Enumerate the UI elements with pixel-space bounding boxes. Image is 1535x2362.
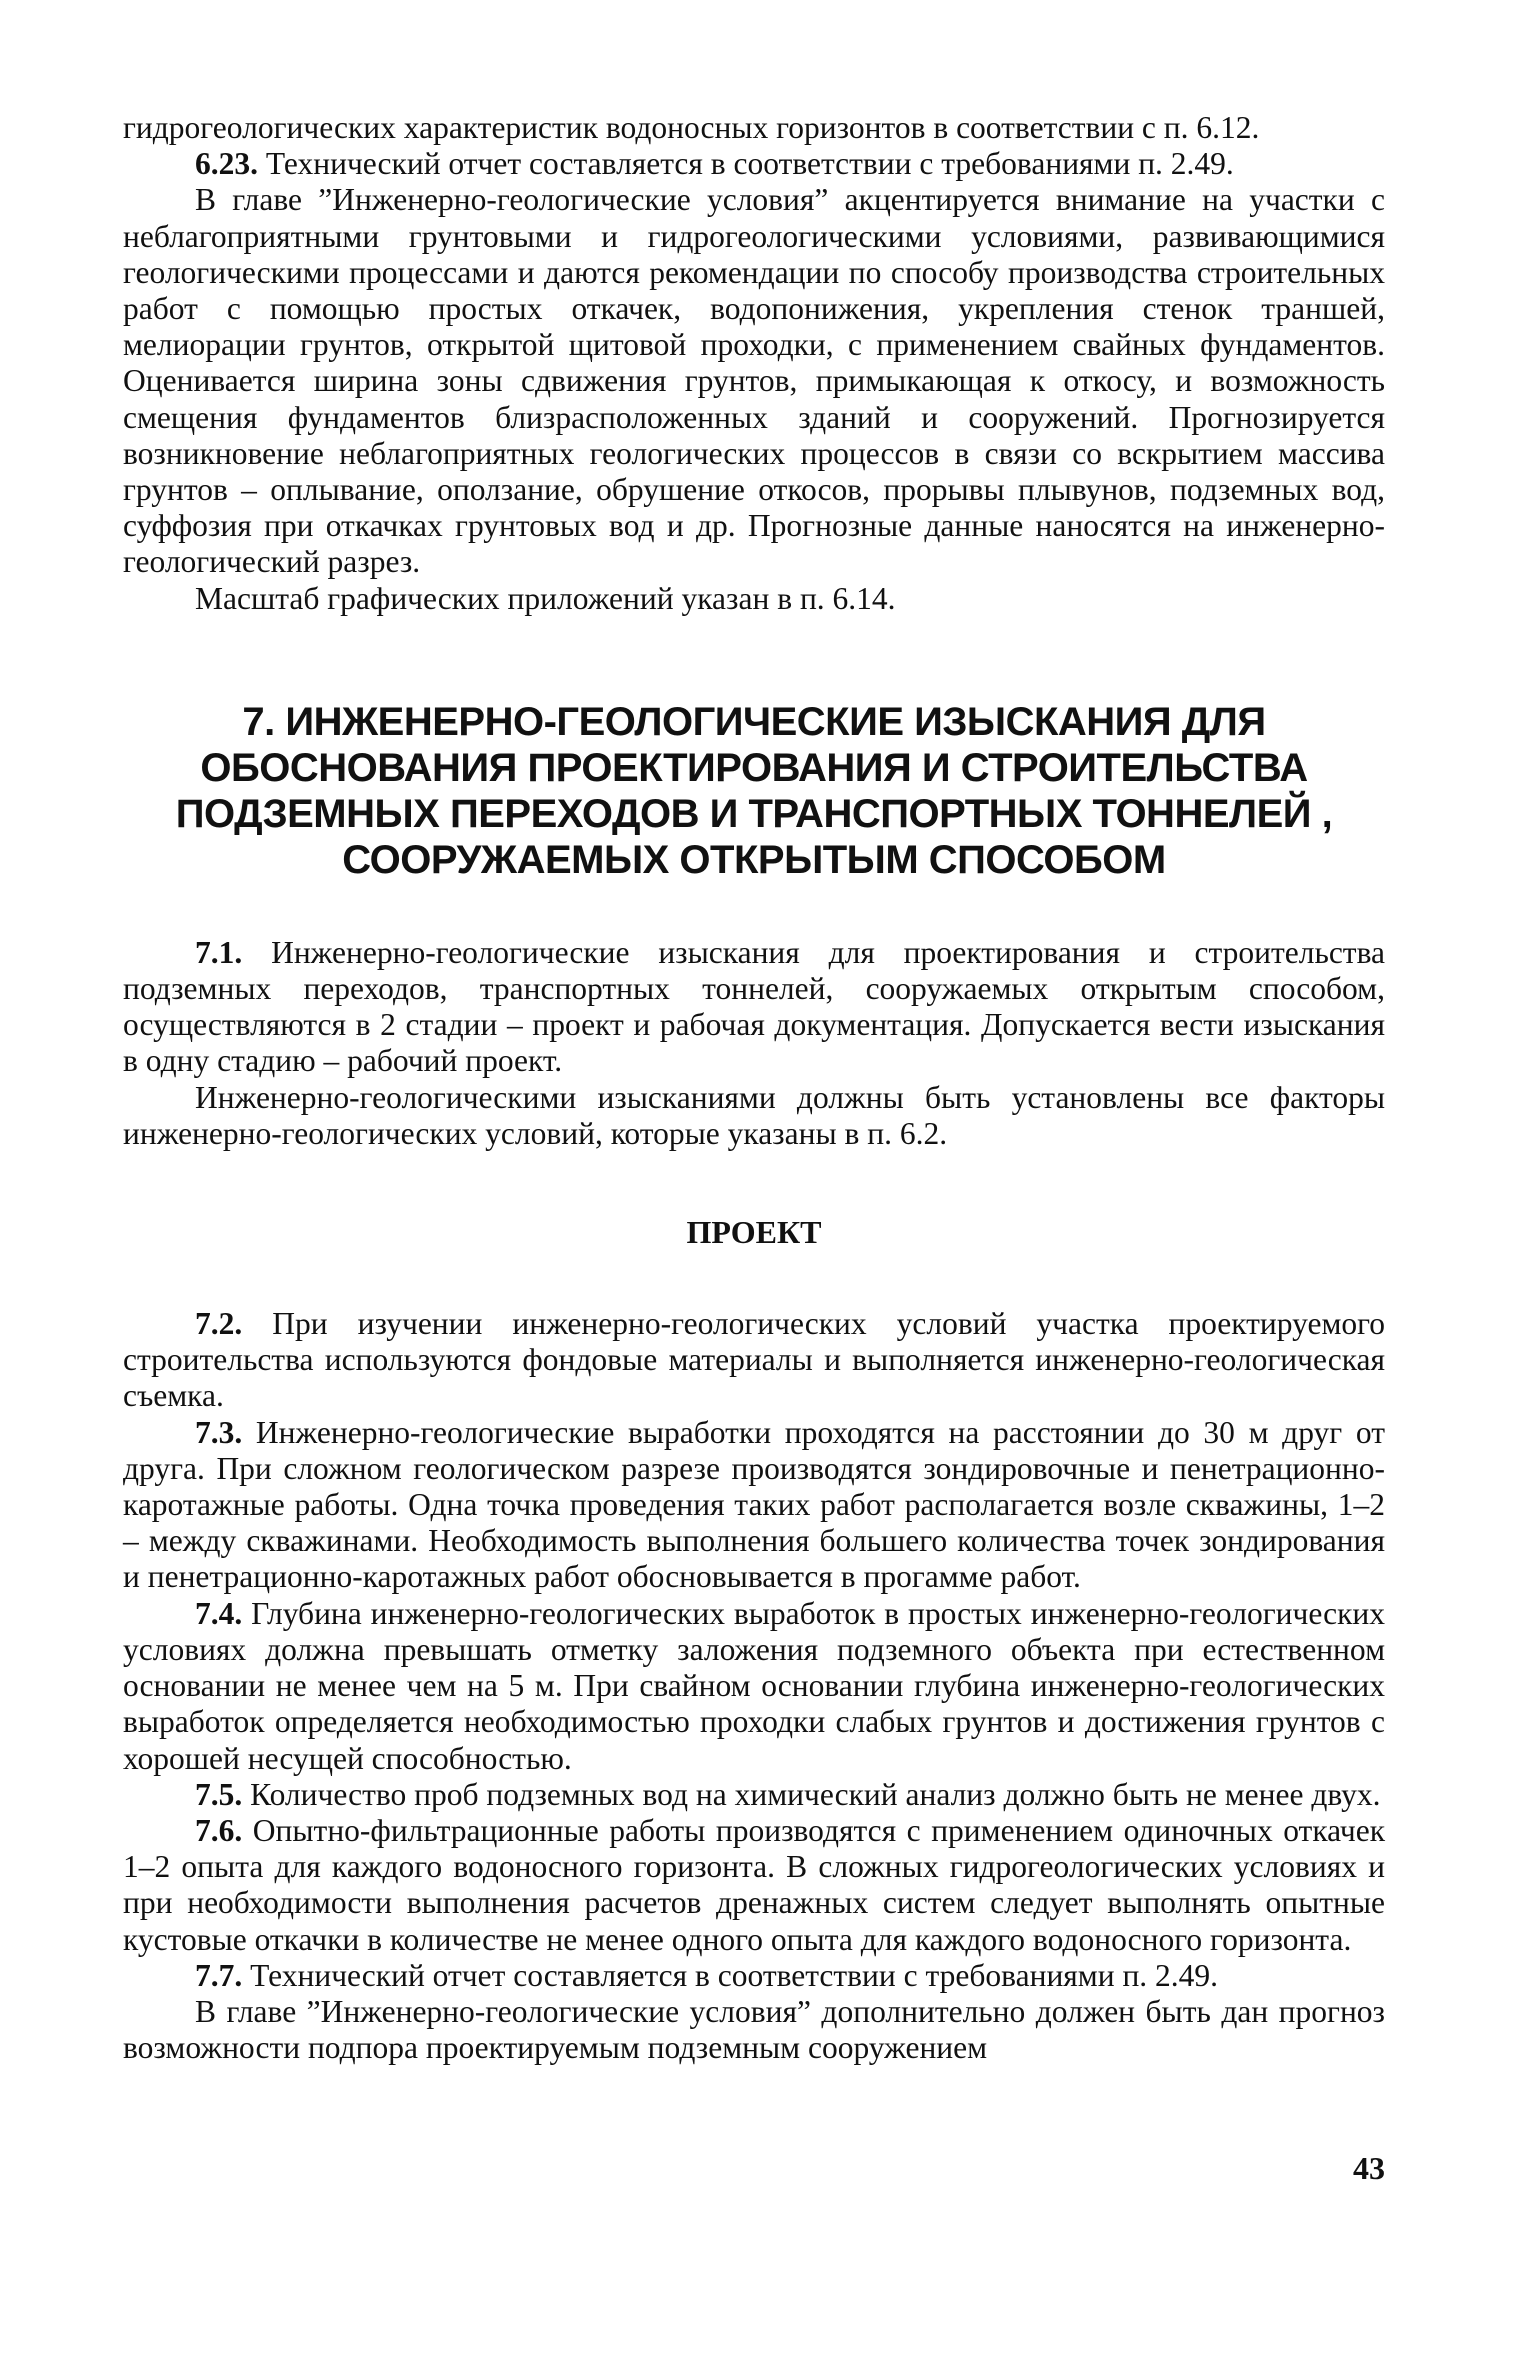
paragraph-7-5 [123, 1777, 1385, 1813]
paragraph-7-7-forecast: В главе ”Инженерно-геологические условия” дополнительно должен быть дан прогноз возможности подпора проектируемым подземным сооружением [123, 1993, 1385, 2066]
clause-text: Технический отчет составляется в соответствии с требованиями п. 2.49. [265, 146, 1234, 182]
clause-number: 7.1. [195, 934, 243, 970]
paragraph-6-23 [123, 146, 1385, 182]
paragraph-7-4 [123, 1596, 1385, 1777]
clause-number: 7.4. [195, 1595, 243, 1631]
subheading-project: ПРОЕКТ [686, 1214, 822, 1251]
clause-number: 7.2. [195, 1306, 243, 1342]
section-7-heading-line-3: ПОДЗЕМНЫХ ПЕРЕХОДОВ И ТРАНСПОРТНЫХ ТОННЕЛЕЙ , [175, 791, 1333, 836]
paragraph-7-3 [123, 1415, 1385, 1596]
document-page [123, 110, 1385, 2066]
clause-text: Инженерно-геологические изыскания для проектирования и строительства подземных переходов, транспортных тоннелей, сооружаемых открытым способом, осуществляются в 2 стадии – проект и рабочая документация. Допускается вести изыскания в одну стадию – рабочий проект. [123, 934, 1386, 1079]
clause-text: При изучении инженерно-геологических условий участка проектируемого строительства используются фондовые материалы и выполняется инженерно-геологическая съемка. [123, 1306, 1386, 1414]
clause-number: 6.23. [195, 146, 258, 182]
paragraph-7-1-factors: Инженерно-геологическими изысканиями должны быть установлены все факторы инженерно-геологических условий, которые указаны в п. 6.2. [123, 1079, 1385, 1151]
clause-text: Глубина инженерно-геологических выработок в простых инженерно-геологических условиях должна превышать отметку заложения подземного объекта при естественном основании не менее чем на 5 м. При свайном основании глубина инженерно-геологических выработок определяется необходимостью проходки слабых грунтов и достижения грунтов с хорошей несущей способностью. [123, 1595, 1385, 1776]
clause-number: 7.7. [195, 1957, 243, 1993]
section-7-heading-line-4: СООРУЖАЕМЫХ ОТКРЫТЫМ СПОСОБОМ [342, 837, 1166, 882]
clause-text: Инженерно-геологические выработки проходятся на расстоянии до 30 м друг от друга. При сложном геологическом разрезе производятся зондировочные и пенетрационно-каротажные работы. Одна точка проведения таких работ располагается возле скважины, 1–2 – между скважинами. Необходимость выполнения большего количества точек зондирования и пенетрационно-каротажных работ обосновывается в прогамме работ. [123, 1414, 1385, 1595]
page-number: 43 [1353, 2150, 1385, 2186]
clause-text: Опытно-фильтрационные работы производятся с применением одиночных откачек 1–2 опыта для каждого водоносного горизонта. В сложных гидрогеологических условиях и при необходимости выполнения расчетов дренажных систем следует выполнять опытные кустовые откачки в количестве не менее одного опыта для каждого водоносного горизонта. [123, 1812, 1386, 1957]
clause-number: 7.6. [195, 1812, 243, 1848]
paragraph-7-1 [123, 935, 1385, 1080]
section-7-heading-line-1: 7. ИНЖЕНЕРНО-ГЕОЛОГИЧЕСКИЕ ИЗЫСКАНИЯ ДЛЯ [242, 699, 1266, 744]
section-7-heading [123, 699, 1385, 883]
clause-number: 7.5. [195, 1776, 243, 1812]
paragraph-chapter-conditions: В главе ”Инженерно-геологические условия” акцентируется внимание на участки с неблагоприятными грунтовыми и гидрогеологическими условиями, развивающимися геологическими процессами и даются рекомендации по способу производства строительных работ с помощью простых откачек, водопонижения, укрепления стенок траншей, мелиорации грунтов, открытой щитовой проходки, с применением свайных фундаментов. Оценивается ширина зоны сдвижения грунтов, примыкающая к откосу, и возможность смещения фундаментов близрасположенных зданий и сооружений. Прогнозируется возникновение неблагоприятных геологических процессов в связи со вскрытием массива грунтов – оплывание, оползание, обрушение откосов, прорывы плывунов, подземных вод, суффозия при откачках грунтовых вод и др. Прогнозные данные наносятся на инженерно-геологический разрез. [123, 182, 1385, 580]
section-7-heading-line-2: ОБОСНОВАНИЯ ПРОЕКТИРОВАНИЯ И СТРОИТЕЛЬСТВА [200, 745, 1308, 790]
clause-number: 7.3. [195, 1414, 243, 1450]
paragraph-7-6 [123, 1813, 1385, 1958]
clause-text: Количество проб подземных вод на химический анализ должно быть не менее двух. [250, 1776, 1381, 1812]
paragraph-7-2 [123, 1306, 1385, 1415]
paragraph-continuation: гидрогеологических характеристик водоносных горизонтов в соответствии с п. 6.12. [123, 110, 1260, 145]
clause-text: Технический отчет составляется в соответствии с требованиями п. 2.49. [250, 1957, 1219, 1993]
paragraph-7-7 [123, 1958, 1385, 1994]
paragraph-scale: Масштаб графических приложений указан в п. 6.14. [195, 580, 896, 616]
